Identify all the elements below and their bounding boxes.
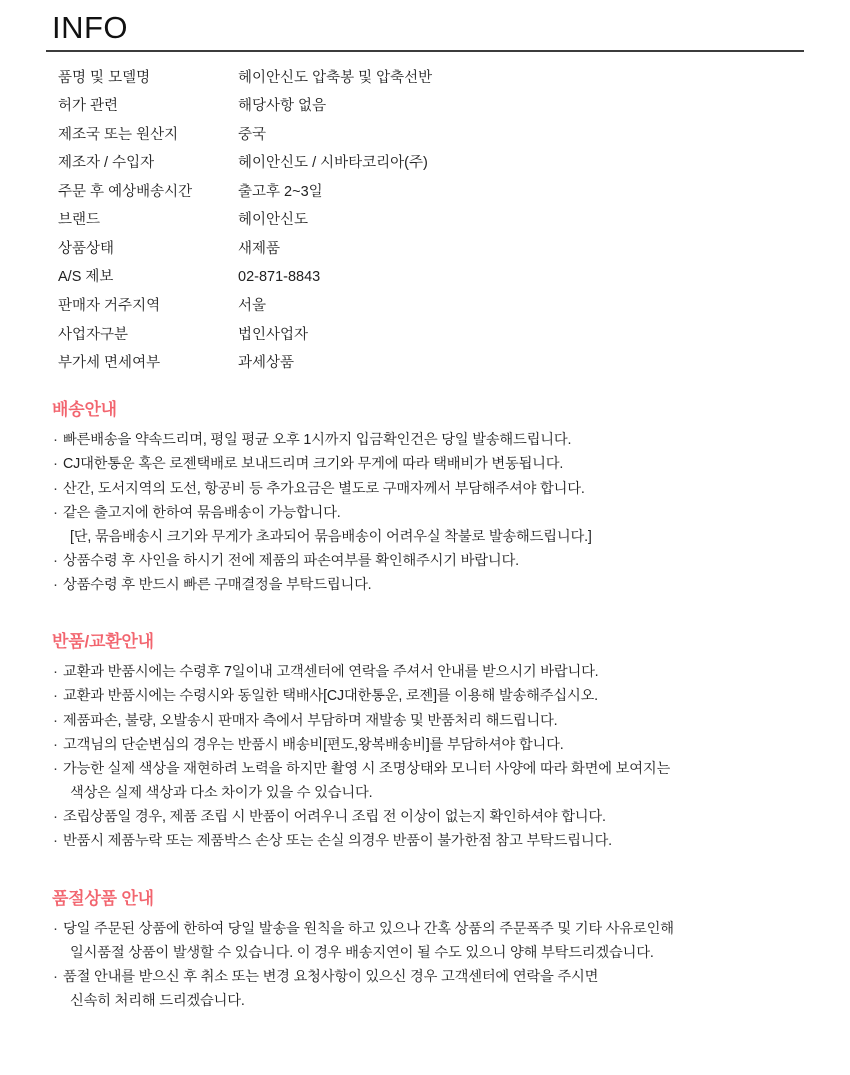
section-title: 배송안내 <box>52 400 117 420</box>
spec-value: 새제품 <box>238 240 281 257</box>
list-item: · 같은 출고지에 한하여 묶음배송이 가능합니다. <box>52 502 804 525</box>
notice-sections <box>46 395 804 1013</box>
table-row <box>58 207 816 236</box>
spec-label: 브랜드 <box>58 212 101 229</box>
list-item: · 가능한 실제 색상을 재현하려 노력을 하지만 촬영 시 조명상태와 모니터 사양에 따라 화면에 보여지는 <box>52 758 804 781</box>
spec-label: 제조국 또는 원산지 <box>58 126 179 143</box>
list-item: 일시품절 상품이 발생할 수 있습니다. 이 경우 배송지연이 될 수도 있으니 양해 부탁드리겠습니다. <box>70 944 654 961</box>
spec-label: 부가세 면세여부 <box>58 355 161 372</box>
table-row <box>58 64 816 93</box>
list-item: · 반품시 제품누락 또는 제품박스 손상 또는 손실 의경우 반품이 불가한점 참고 부탁드립니다. <box>52 830 804 853</box>
list-item: · CJ대한통운 혹은 로젠택배로 보내드리며 크기와 무게에 따라 택배비가 변동됩니다. <box>52 453 804 476</box>
list-item: · 산간, 도서지역의 도선, 항공비 등 추가요금은 별도로 구매자께서 부담해주셔야 합니다. <box>52 478 804 501</box>
title-divider <box>46 50 804 52</box>
spec-value: 해당사항 없음 <box>238 98 327 115</box>
notice-list <box>46 661 804 853</box>
product-spec-table <box>58 64 816 378</box>
list-item: · 품절 안내를 받으신 후 취소 또는 변경 요청사항이 있으신 경우 고객센터에 연락을 주시면 <box>52 966 804 989</box>
section-title: 반품/교환안내 <box>52 632 154 652</box>
spec-value: 과세상품 <box>238 355 295 372</box>
spec-label: 상품상태 <box>58 240 115 257</box>
spec-label: 품명 및 모델명 <box>58 69 151 86</box>
table-row <box>58 178 816 207</box>
list-item: 신속히 처리해 드리겠습니다. <box>70 993 245 1009</box>
table-row <box>58 293 816 322</box>
spec-value: 서울 <box>238 298 267 314</box>
spec-value: 헤이안신도 / 시바타코리아(주) <box>238 155 428 172</box>
list-item: 색상은 실제 색상과 다소 차이가 있을 수 있습니다. <box>70 785 373 802</box>
list-item: · 교환과 반품시에는 수령후 7일이내 고객센터에 연락을 주셔서 안내를 받으시기 바랍니다. <box>52 661 804 684</box>
spec-label: 사업자구분 <box>58 326 129 343</box>
spec-value: 출고후 2~3일 <box>238 183 323 200</box>
table-row <box>58 235 816 264</box>
table-row <box>58 93 816 122</box>
table-row <box>58 350 816 379</box>
list-item: · 조립상품일 경우, 제품 조립 시 반품이 어려우니 조립 전 이상이 없는지 확인하셔야 합니다. <box>52 806 804 829</box>
spec-value: 02-871-8843 <box>238 269 321 286</box>
list-item: · 교환과 반품시에는 수령시와 동일한 택배사[CJ대한통운, 로젠]를 이용해 발송해주십시오. <box>52 685 804 708</box>
spec-value: 중국 <box>238 126 267 143</box>
notice-list <box>46 918 804 1014</box>
list-item: · 고객님의 단순변심의 경우는 반품시 배송비[편도,왕복배송비]를 부담하셔야 합니다. <box>52 734 804 757</box>
spec-label: A/S 제보 <box>58 269 114 286</box>
section-title: 품절상품 안내 <box>52 888 154 908</box>
table-row <box>58 321 816 350</box>
page-title: INFO <box>52 10 129 45</box>
spec-value: 헤이안신도 <box>238 212 309 229</box>
table-row <box>58 121 816 150</box>
list-item: · 상품수령 후 반드시 빠른 구매결정을 부탁드립니다. <box>52 574 804 597</box>
spec-label: 제조자 / 수입자 <box>58 155 155 172</box>
notice-section <box>46 884 804 1014</box>
list-item: · 제품파손, 불량, 오발송시 판매자 측에서 부담하며 재발송 및 반품처리 해드립니다. <box>52 710 804 733</box>
spec-table-body <box>58 64 816 378</box>
table-row <box>58 264 816 293</box>
notice-section <box>46 627 804 853</box>
product-info-page <box>0 10 850 1013</box>
spec-value: 헤이안신도 압축봉 및 압축선반 <box>238 69 433 86</box>
spec-label: 허가 관련 <box>58 98 119 115</box>
spec-label: 주문 후 예상배송시간 <box>58 183 193 200</box>
list-item: · 당일 주문된 상품에 한하여 당일 발송을 원칙을 하고 있으나 간혹 상품의 주문폭주 및 기타 사유로인해 <box>52 918 804 941</box>
spec-label: 판매자 거주지역 <box>58 298 161 314</box>
notice-list <box>46 429 804 597</box>
table-row <box>58 150 816 179</box>
notice-section <box>46 395 804 597</box>
list-item: · 상품수령 후 사인을 하시기 전에 제품의 파손여부를 확인해주시기 바랍니다. <box>52 550 804 573</box>
spec-value: 법인사업자 <box>238 326 309 343</box>
list-item: · 빠른배송을 약속드리며, 평일 평균 오후 1시까지 입금확인건은 당일 발송해드립니다. <box>52 429 804 452</box>
list-item: [단, 묶음배송시 크기와 무게가 초과되어 묶음배송이 어려우실 착불로 발송해드립니다.] <box>70 528 592 545</box>
